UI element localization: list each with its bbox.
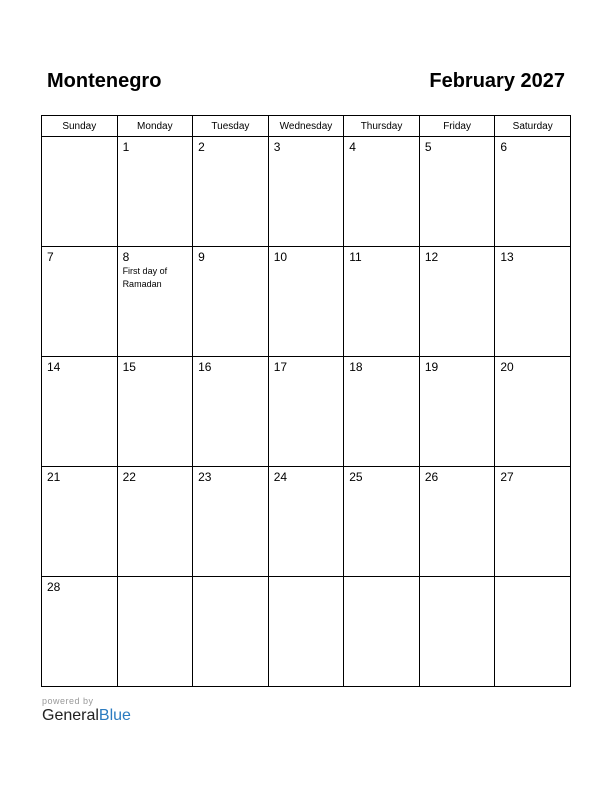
day-cell bbox=[117, 137, 193, 247]
day-number: 5 bbox=[424, 140, 432, 154]
day-number: 23 bbox=[198, 470, 212, 484]
day-cell bbox=[419, 137, 495, 247]
day-cell bbox=[344, 137, 420, 247]
day-number: 19 bbox=[424, 360, 439, 374]
day-cell bbox=[42, 577, 118, 687]
week-row bbox=[42, 247, 571, 357]
weekday-monday: Monday bbox=[117, 116, 193, 137]
day-number: 21 bbox=[47, 470, 61, 484]
calendar-header bbox=[41, 70, 571, 100]
brand-name-part1: General bbox=[42, 707, 99, 724]
day-cell bbox=[495, 137, 571, 247]
day-cell bbox=[268, 577, 344, 687]
day-cell bbox=[268, 357, 344, 467]
day-number bbox=[420, 577, 495, 581]
day-cell bbox=[419, 577, 495, 687]
day-cell bbox=[42, 357, 118, 467]
day-number: 4 bbox=[349, 140, 356, 154]
day-number: 24 bbox=[273, 470, 288, 484]
weekday-tuesday: Tuesday bbox=[193, 116, 269, 137]
weekday-sunday: Sunday bbox=[42, 116, 118, 137]
day-number: 10 bbox=[273, 250, 288, 264]
day-cell bbox=[419, 467, 495, 577]
day-number: 9 bbox=[198, 250, 205, 264]
day-number: 27 bbox=[500, 470, 514, 484]
day-cell bbox=[268, 247, 344, 357]
day-cell bbox=[419, 357, 495, 467]
day-cell bbox=[42, 467, 118, 577]
day-number bbox=[193, 577, 268, 581]
week-row bbox=[42, 577, 571, 687]
day-cell bbox=[193, 577, 269, 687]
holiday-event: First day of Ramadan bbox=[122, 266, 168, 289]
week-row bbox=[42, 357, 571, 467]
day-cell bbox=[193, 137, 269, 247]
weekday-thursday: Thursday bbox=[344, 116, 420, 137]
country-title: Montenegro bbox=[47, 70, 162, 92]
day-number: 1 bbox=[122, 140, 130, 154]
week-row bbox=[42, 137, 571, 247]
day-number bbox=[344, 577, 419, 581]
day-number: 20 bbox=[500, 360, 514, 374]
day-number: 14 bbox=[47, 360, 61, 374]
weekday-saturday: Saturday bbox=[495, 116, 571, 137]
day-cell bbox=[495, 357, 571, 467]
day-number: 8 bbox=[122, 250, 130, 264]
day-cell bbox=[495, 577, 571, 687]
day-cell bbox=[268, 467, 344, 577]
day-number: 2 bbox=[198, 140, 205, 154]
day-number: 18 bbox=[349, 360, 363, 374]
weekday-friday: Friday bbox=[419, 116, 495, 137]
brand-name-part2: Blue bbox=[98, 707, 131, 724]
day-cell bbox=[344, 577, 420, 687]
day-cell bbox=[117, 357, 193, 467]
day-cell bbox=[193, 467, 269, 577]
weekday-header-row bbox=[42, 116, 571, 137]
day-cell bbox=[419, 247, 495, 357]
day-cell bbox=[268, 137, 344, 247]
day-cell bbox=[193, 247, 269, 357]
day-number: 17 bbox=[273, 360, 288, 374]
day-cell bbox=[193, 357, 269, 467]
calendar-grid bbox=[41, 115, 571, 687]
day-number: 26 bbox=[424, 470, 439, 484]
day-number: 11 bbox=[349, 250, 362, 264]
day-cell bbox=[344, 357, 420, 467]
week-row bbox=[42, 467, 571, 577]
day-number bbox=[118, 577, 193, 581]
day-number: 6 bbox=[500, 140, 508, 154]
day-number: 15 bbox=[122, 360, 136, 374]
day-cell bbox=[117, 467, 193, 577]
day-cell bbox=[495, 247, 571, 357]
brand-logo bbox=[42, 707, 131, 725]
day-cell bbox=[117, 577, 193, 687]
day-number: 28 bbox=[47, 580, 61, 594]
day-cell bbox=[495, 467, 571, 577]
day-number: 22 bbox=[122, 470, 136, 484]
day-number: 12 bbox=[424, 250, 439, 264]
day-cell bbox=[344, 247, 420, 357]
day-number bbox=[269, 577, 344, 581]
month-title: February 2027 bbox=[429, 70, 565, 92]
day-number: 7 bbox=[47, 250, 54, 264]
powered-by-text: powered by bbox=[42, 696, 94, 706]
day-cell bbox=[42, 247, 118, 357]
day-number bbox=[495, 577, 570, 581]
day-number: 16 bbox=[198, 360, 212, 374]
footer-branding bbox=[42, 696, 131, 725]
weekday-wednesday: Wednesday bbox=[268, 116, 344, 137]
day-cell bbox=[117, 247, 193, 357]
day-number: 3 bbox=[273, 140, 281, 154]
day-number: 25 bbox=[349, 470, 363, 484]
day-cell bbox=[344, 467, 420, 577]
day-cell bbox=[42, 137, 118, 247]
day-number: 13 bbox=[500, 250, 514, 264]
day-number bbox=[42, 137, 117, 141]
